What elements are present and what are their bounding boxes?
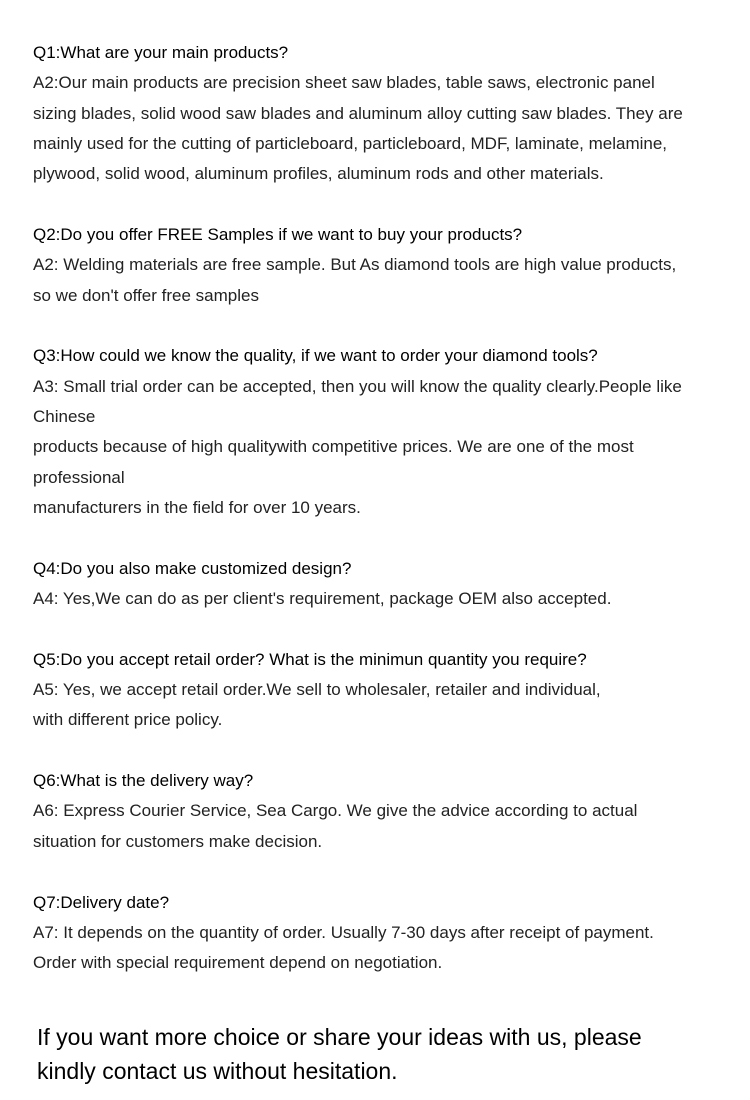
faq-answer-line: situation for customers make decision. [33,831,323,851]
faq-answer-line: products because of high qualitywith competitive prices. We are one of the most [33,437,634,457]
faq-answer-line: manufacturers in the field for over 10 years. [33,497,361,517]
faq-question: Q1:What are your main products? [33,43,289,62]
faq-answer-line: A6: Express Courier Service, Sea Cargo. We give the advice according to actual [33,801,638,821]
closing-line: If you want more choice or share your ideas with us, please [37,1024,642,1050]
faq-question: Q3:How could we know the quality, if we want to order your diamond tools? [33,346,598,366]
faq-question: Q2:Do you offer FREE Samples if we want to buy your products? [33,224,523,244]
faq-item-2 [33,220,733,311]
faq-question: Q7:Delivery date? [33,892,170,912]
faq-item-1 [33,38,733,189]
faq-answer-line: Chinese [33,406,96,426]
faq-answer-line: A4: Yes,We can do as per client's requirement, package OEM also accepted. [33,588,612,608]
faq-item-5 [33,645,733,736]
faq-answer-line: so we don't offer free samples [33,285,259,305]
faq-answer-line: A3: Small trial order can be accepted, then you will know the quality clearly.People like [33,376,682,396]
faq-list [33,38,733,1009]
faq-question: Q4:Do you also make customized design? [33,558,352,578]
faq-item-4 [33,554,733,615]
closing-line: kindly contact us without hesitation. [37,1058,398,1084]
faq-answer-line: A7: It depends on the quantity of order. Usually 7-30 days after receipt of payment. [33,922,654,942]
faq-answer-line: professional [33,467,125,487]
faq-answer-line: sizing blades, solid wood saw blades and aluminum alloy cutting saw blades. They are [33,103,683,123]
faq-answer-line: plywood, solid wood, aluminum profiles, aluminum rods and other materials. [33,164,604,184]
faq-item-3 [33,341,733,523]
faq-item-6 [33,766,733,857]
faq-item-7 [33,888,733,979]
faq-answer-line: mainly used for the cutting of particleboard, particleboard, MDF, laminate, melamine, [33,133,668,153]
closing-message [37,1020,737,1088]
faq-question: Q6:What is the delivery way? [33,771,254,791]
faq-answer-line: A2:Our main products are precision sheet saw blades, table saws, electronic panel [33,73,655,93]
faq-answer-line: A2: Welding materials are free sample. But As diamond tools are high value products, [33,255,677,275]
faq-answer-line: Order with special requirement depend on negotiation. [33,953,443,973]
faq-question: Q5:Do you accept retail order? What is the minimun quantity you require? [33,649,587,669]
faq-answer-line: A5: Yes, we accept retail order.We sell to wholesaler, retailer and individual, [33,680,601,700]
faq-answer-line: with different price policy. [33,710,223,730]
